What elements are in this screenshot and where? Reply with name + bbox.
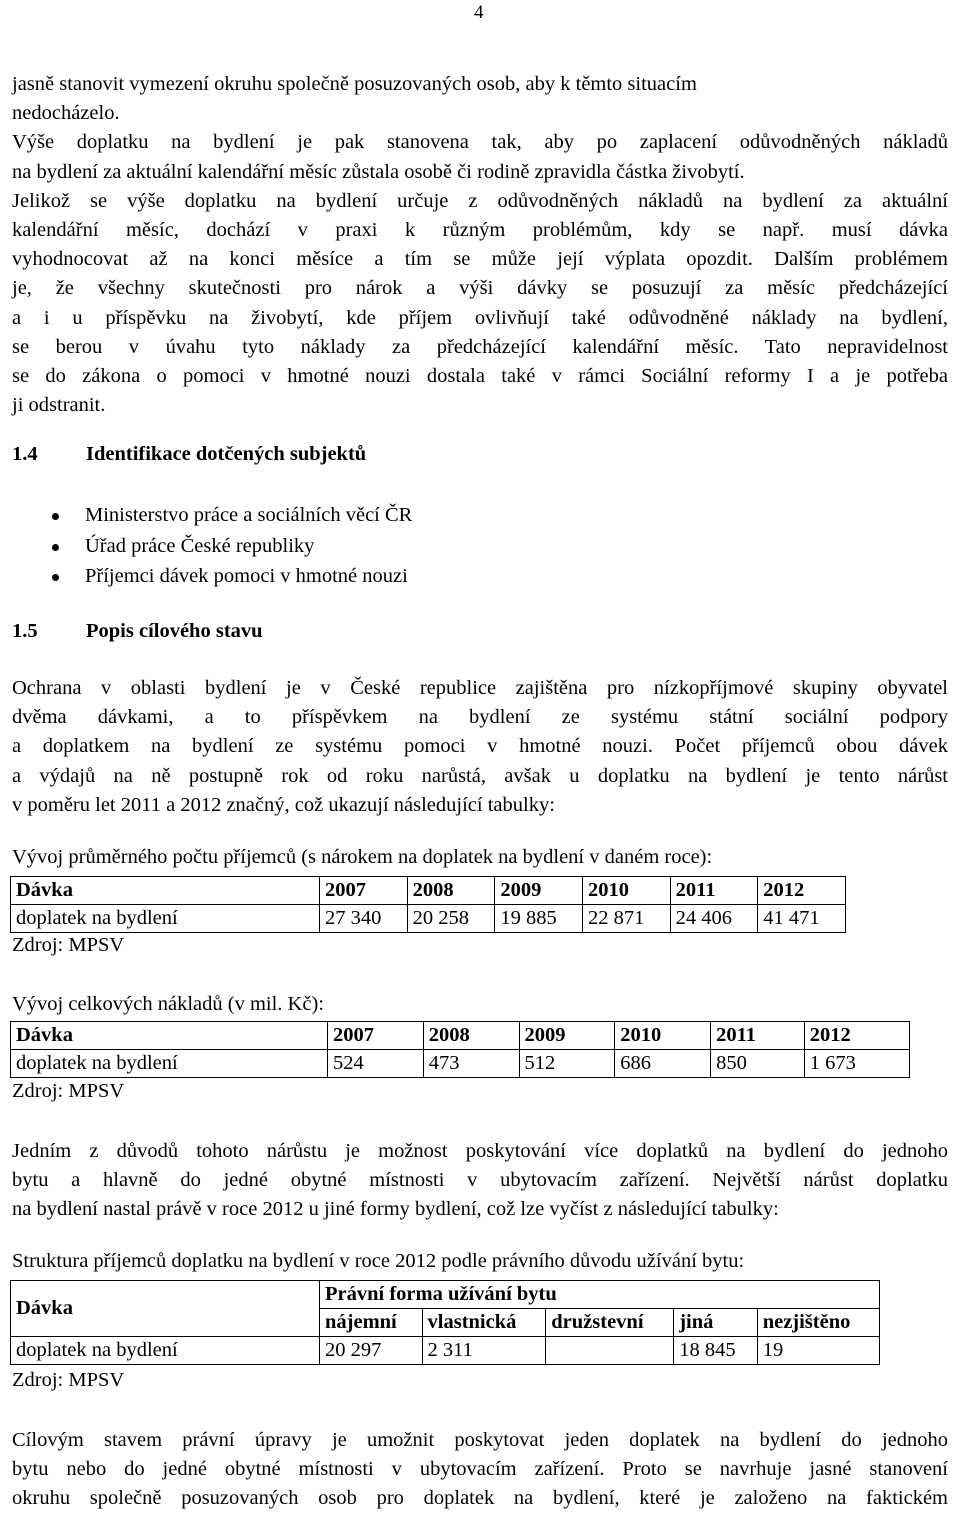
text-line: Výše doplatku na bydlení je pak stanovena tak, aby po zaplacení odůvodněných nákladů — [12, 131, 948, 154]
text-line: bytu a hlavně do jedné obytné místnosti v ubytovacím zařízení. Největší nárůst doplatku — [12, 1169, 948, 1192]
table-cell: 18 845 — [674, 1337, 757, 1365]
table-header-cell: 2012 — [758, 877, 846, 905]
text-line: Ochrana v oblasti bydlení je v České republice zajištěna pro nízkopříjmové skupiny obyvatel — [12, 677, 948, 699]
table-cell: 20 297 — [320, 1337, 423, 1365]
section-number: 1.4 — [12, 443, 38, 465]
table-cell: 41 471 — [758, 905, 846, 933]
table-header-cell: 2009 — [495, 877, 583, 905]
legal-form-table — [10, 1280, 880, 1365]
table-row — [11, 1337, 880, 1365]
table-header-row — [11, 877, 846, 905]
text-line: nedocházelo. — [12, 102, 120, 125]
table-cell: 20 258 — [407, 905, 495, 933]
table-cell: 27 340 — [320, 905, 408, 933]
text-line: Cílovým stavem právní úpravy je umožnit poskytovat jeden doplatek na bydlení do jednoho — [12, 1429, 948, 1451]
table-header-cell: 2011 — [711, 1022, 805, 1050]
text-line: na bydlení nastal právě v roce 2012 u jiné formy bydlení, což lze vyčíst z následující tabulky: — [12, 1198, 779, 1221]
recipients-table — [10, 876, 846, 933]
table-header-cell: 2010 — [615, 1022, 711, 1050]
text-line: bytu nebo do jedné obytné místnosti v ubytovacím zařízení. Proto se navrhuje jasné stanovení — [12, 1458, 948, 1481]
text-line: ji odstranit. — [12, 394, 106, 417]
table-header-row — [11, 1281, 880, 1309]
table-header-cell: vlastnická — [422, 1309, 546, 1337]
table-source: Zdroj: MPSV — [12, 1369, 125, 1391]
table-cell: 524 — [328, 1050, 424, 1078]
paragraph-goal — [12, 1426, 948, 1514]
table-header-cell: 2008 — [423, 1022, 519, 1050]
subjects-list — [12, 500, 412, 592]
list-item-text: Ministerstvo práce a sociálních věcí ČR — [85, 504, 413, 526]
table-header-cell: Dávka — [11, 877, 320, 905]
table-cell: 686 — [615, 1050, 711, 1078]
table-header-cell: Dávka — [11, 1022, 328, 1050]
table-source: Zdroj: MPSV — [12, 1080, 125, 1102]
table-cell: 22 871 — [582, 905, 670, 933]
list-item — [12, 561, 412, 592]
table-header-row — [11, 1022, 910, 1050]
table-cell: 19 885 — [495, 905, 583, 933]
table-cell: 850 — [711, 1050, 805, 1078]
text-line: se berou v úvahu tyto náklady za předcházející kalendářní měsíc. Tato nepravidelnost — [12, 335, 948, 358]
table-cell — [546, 1337, 674, 1365]
section-heading-1-4 — [12, 443, 366, 466]
text-line: na bydlení za aktuální kalendářní měsíc zůstala osobě či rodině zpravidla částka živobytí. — [12, 160, 745, 183]
section-title: Identifikace dotčených subjektů — [86, 443, 367, 465]
table-source: Zdroj: MPSV — [12, 934, 125, 956]
text-line: a doplatkem na bydlení ze systému pomoci v hmotné nouzi. Počet příjemců obou dávek — [12, 735, 948, 758]
text-line: je, že všechny skutečnosti pro nárok a výši dávky se posuzují za měsíc předcházející — [12, 277, 948, 300]
section-title: Popis cílového stavu — [86, 620, 263, 642]
table-header-cell: 2011 — [670, 877, 758, 905]
text-line: a i u příspěvku na živobytí, kde příjem ovlivňují také odůvodněné náklady na bydlení, — [12, 306, 948, 329]
costs-table — [10, 1021, 910, 1078]
table-header-cell: nezjištěno — [757, 1309, 879, 1337]
text-line: vyhodnocovat až na konci měsíce a tím se může její výplata opozdit. Dalším problémem — [12, 248, 948, 271]
bullet-icon — [52, 513, 59, 520]
table-caption: Struktura příjemců doplatku na bydlení v roce 2012 podle právního důvodu užívání bytu: — [12, 1250, 745, 1272]
table-header-cell: 2007 — [320, 877, 408, 905]
table-header-cell: 2012 — [804, 1022, 909, 1050]
section-heading-1-5 — [12, 620, 263, 643]
paragraph-target-state — [12, 674, 948, 820]
table-caption: Vývoj průměrného počtu příjemců (s nárokem na doplatek na bydlení v daném roce): — [12, 846, 713, 868]
table-cell: 473 — [423, 1050, 519, 1078]
table-header-cell: družstevní — [546, 1309, 674, 1337]
table-cell: 1 673 — [804, 1050, 909, 1078]
table-header-cell: 2008 — [407, 877, 495, 905]
paragraph-intro — [12, 70, 948, 420]
list-item-text: Příjemci dávek pomoci v hmotné nouzi — [85, 565, 408, 587]
table-header-cell: Dávka — [11, 1281, 320, 1337]
table-cell: 2 311 — [422, 1337, 546, 1365]
table-group-header: Právní forma užívání bytu — [320, 1281, 880, 1309]
table-header-cell: 2007 — [328, 1022, 424, 1050]
table-caption: Vývoj celkových nákladů (v mil. Kč): — [12, 993, 324, 1015]
bullet-icon — [52, 574, 59, 581]
table-header-cell: 2009 — [519, 1022, 615, 1050]
table-cell: doplatek na bydlení — [11, 1050, 328, 1078]
table-row — [11, 905, 846, 933]
table-row — [11, 1050, 910, 1078]
list-item — [12, 500, 412, 531]
table-cell: doplatek na bydlení — [11, 1337, 320, 1365]
table-cell: doplatek na bydlení — [11, 905, 320, 933]
text-line: dvěma dávkami, a to příspěvkem na bydlení ze systému státní sociální podpory — [12, 706, 948, 729]
text-line: Jelikož se výše doplatku na bydlení určuje z odůvodněných nákladů na bydlení za aktuální — [12, 189, 948, 212]
paragraph-growth-reason — [12, 1137, 948, 1225]
table-header-cell: jiná — [674, 1309, 757, 1337]
table-cell: 512 — [519, 1050, 615, 1078]
text-line: jasně stanovit vymezení okruhu společně posuzovaných osob, aby k těmto situacím — [12, 73, 697, 95]
table-cell: 24 406 — [670, 905, 758, 933]
bullet-icon — [52, 544, 59, 551]
table-header-cell: 2010 — [582, 877, 670, 905]
text-line: v poměru let 2011 a 2012 značný, což ukazují následující tabulky: — [12, 793, 555, 816]
section-number: 1.5 — [12, 620, 38, 642]
text-line: se do zákona o pomoci v hmotné nouzi dostala také v rámci Sociální reformy I a je potřeba — [12, 365, 948, 388]
text-line: okruhu společně posuzovaných osob pro doplatek na bydlení, které je založeno na faktickém — [12, 1487, 948, 1510]
table-header-cell: nájemní — [320, 1309, 423, 1337]
text-line: a výdajů na ně postupně rok od roku narůstá, avšak u doplatku na bydlení je tento nárůst — [12, 764, 948, 787]
text-line: Jedním z důvodů tohoto nárůstu je možnost poskytování více doplatků na bydlení do jednoho — [12, 1140, 948, 1162]
table-cell: 19 — [757, 1337, 879, 1365]
list-item-text: Úřad práce České republiky — [85, 534, 315, 557]
text-line: kalendářní měsíc, dochází v praxi k různým problémům, kdy se např. musí dávka — [12, 219, 948, 242]
page-number: 4 — [474, 2, 484, 23]
list-item — [12, 531, 412, 562]
